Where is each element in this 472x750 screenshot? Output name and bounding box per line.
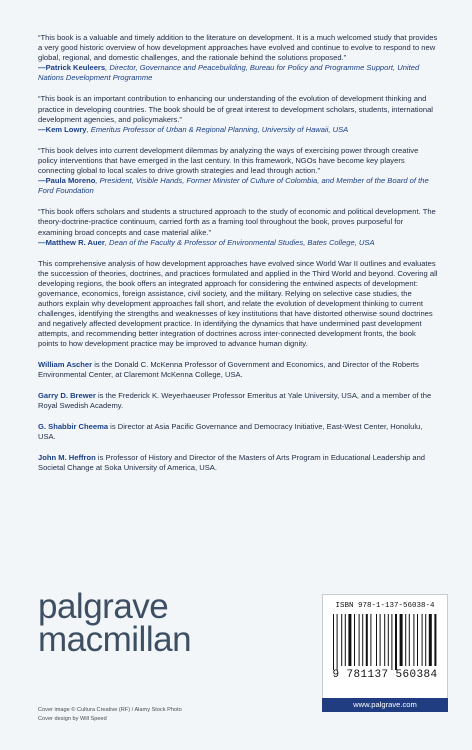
barcode-icon: [331, 614, 439, 670]
quote-attribution: [38, 63, 438, 83]
quote-text: “This book offers scholars and students a structured approach to the study of economic and political development. The theory-doctrine-practice continuum, carried forth as a framing tool throughout the book, proves purposeful for examining broad concepts and case material alike.”: [38, 207, 436, 237]
endorser-role: , President, Visible Hands, Former Minister of Culture of Colombia, and Member of the Board of the Ford Foundation: [38, 176, 429, 196]
barcode-bar: [405, 614, 406, 666]
endorser-name: —Paula Moreno: [38, 176, 96, 186]
author-bio-text: is Director at Asia Pacific Governance and Democracy Initiative, East-West Center, Honolulu, USA.: [38, 421, 423, 441]
cover-design-credit: Cover design by Will Speed: [38, 716, 107, 722]
author-bio: [38, 422, 438, 442]
quote-attribution: [38, 238, 438, 248]
barcode-bar: [337, 614, 338, 670]
barcode-digits: 9 781137 560384: [332, 669, 438, 681]
barcode-bar: [359, 614, 360, 666]
book-description: This comprehensive analysis of how development approaches have evolved since World War II outlines and evaluates the succession of theories, doctrines, and practices formulated and applied in the Third World and beyond. Covering all developing regions, the book offers an integrated approach for considering the entwined aspects of development: governance, economics, foreign assistance, civil society, and the military. Relying on selective case studies, the authors explain why development approaches fall short, and relate the evolution of development thinking to current challenges, identifying the strengths and weaknesses of key institutions that have distorted otherwise sound doctrines and negatively affected development practice. In identifying the dynamics that have undermined past development attempts, and recommending better integration of doctrines across inter-connected development fronts, the book points to how development practice may be improved to advance human dignity.: [38, 258, 438, 349]
barcode-bar: [395, 614, 397, 670]
author-name: John M. Heffron: [38, 453, 96, 463]
barcode-bar: [391, 614, 392, 670]
publisher-logo: [38, 587, 192, 659]
author-bio-text: is Professor of History and Director of the Masters of Arts Program in Educational Leadership and Societal Change at Soka University of America, USA.: [38, 453, 426, 473]
author-bio-text: is the Donald C. McKenna Professor of Government and Economics, and Director of the Roberts Environmental Center, at Claremont McKenna College, USA.: [38, 359, 419, 379]
cover-credits: [38, 706, 182, 724]
barcode-bar: [341, 614, 342, 666]
quote-text: “This book is a valuable and timely addition to the literature on development. It is a much welcomed study that provides a very good historic overview of how development approaches have evolved and continue to evolve to respond to new global, regional, and domestic challenges, and the rationale behind the solutions proposed.”: [38, 33, 438, 63]
endorsement-quote: [38, 146, 438, 196]
barcode-bar: [434, 614, 436, 666]
barcode-bar: [348, 614, 351, 666]
logo-line-palgrave: palgrave: [38, 587, 169, 626]
endorsement-quote: [38, 33, 438, 83]
author-name: G. Shabbir Cheema: [38, 421, 109, 431]
author-name: William Ascher: [38, 359, 93, 369]
barcode-bar: [384, 614, 385, 666]
quote-attribution: [38, 125, 438, 135]
barcode-bar: [429, 614, 432, 666]
barcode-bar: [362, 614, 363, 666]
publisher-website[interactable]: www.palgrave.com: [322, 698, 448, 712]
barcode-bar: [388, 614, 389, 666]
logo-line-macmillan: macmillan: [38, 620, 192, 659]
barcode-bar: [425, 614, 426, 666]
barcode-bar: [400, 614, 403, 666]
author-bio-text: is the Frederick K. Weyerhaeuser Professor Emeritus at Yale University, USA, and a member of the Royal Swedish Academy.: [38, 390, 432, 410]
quote-text: “This book is an important contribution to enhancing our understanding of the evolution of development thinking and practice in developing countries. The book should be of great interest to development scholars, students, international development agencies, and policymakers.”: [38, 94, 433, 124]
barcode-bar: [413, 614, 414, 666]
barcode-bar: [354, 614, 355, 666]
back-cover-text: [38, 33, 438, 484]
endorser-role: , Dean of the Faculty & Professor of Environmental Studies, Bates College, USA: [104, 237, 375, 247]
author-bio: [38, 360, 438, 380]
quote-attribution: [38, 176, 438, 196]
endorser-role: , Director, Governance and Peacebuilding, Bureau for Policy and Programme Support, United Nations Development Programme: [38, 63, 420, 83]
endorser-name: —Patrick Keuleers: [38, 63, 106, 73]
endorsement-quote: [38, 94, 438, 134]
barcode-bar: [380, 614, 381, 666]
quote-text: “This book delves into current development dilemmas by analyzing the ways of exercising power through creative policy interventions that have emerged in the last century. In this framework, NGOs have become key players connecting global to local scales to drive growth strategies and lead through action.”: [38, 145, 419, 176]
barcode-bar: [370, 614, 371, 666]
barcode-bar: [333, 614, 334, 670]
author-bio: [38, 391, 438, 411]
author-name: Garry D. Brewer: [38, 390, 96, 400]
isbn-barcode: [322, 594, 448, 700]
endorser-role: , Emeritus Professor of Urban & Regional Planning, University of Hawaii, USA: [86, 124, 349, 134]
barcode-bar: [376, 614, 377, 666]
barcode-bar: [409, 614, 410, 666]
endorsement-quote: [38, 207, 438, 247]
barcode-bar: [345, 614, 346, 666]
barcode-bar: [417, 614, 418, 666]
isbn-label: ISBN 978-1-137-56038-4: [335, 602, 435, 610]
endorser-name: —Kem Lowry: [38, 124, 87, 134]
author-bio: [38, 453, 438, 473]
barcode-bar: [366, 614, 368, 666]
barcode-bar: [422, 614, 423, 666]
cover-image-credit: Cover image © Cultura Creative (RF) / Alamy Stock Photo: [38, 707, 182, 713]
endorser-name: —Matthew R. Auer: [38, 237, 105, 247]
